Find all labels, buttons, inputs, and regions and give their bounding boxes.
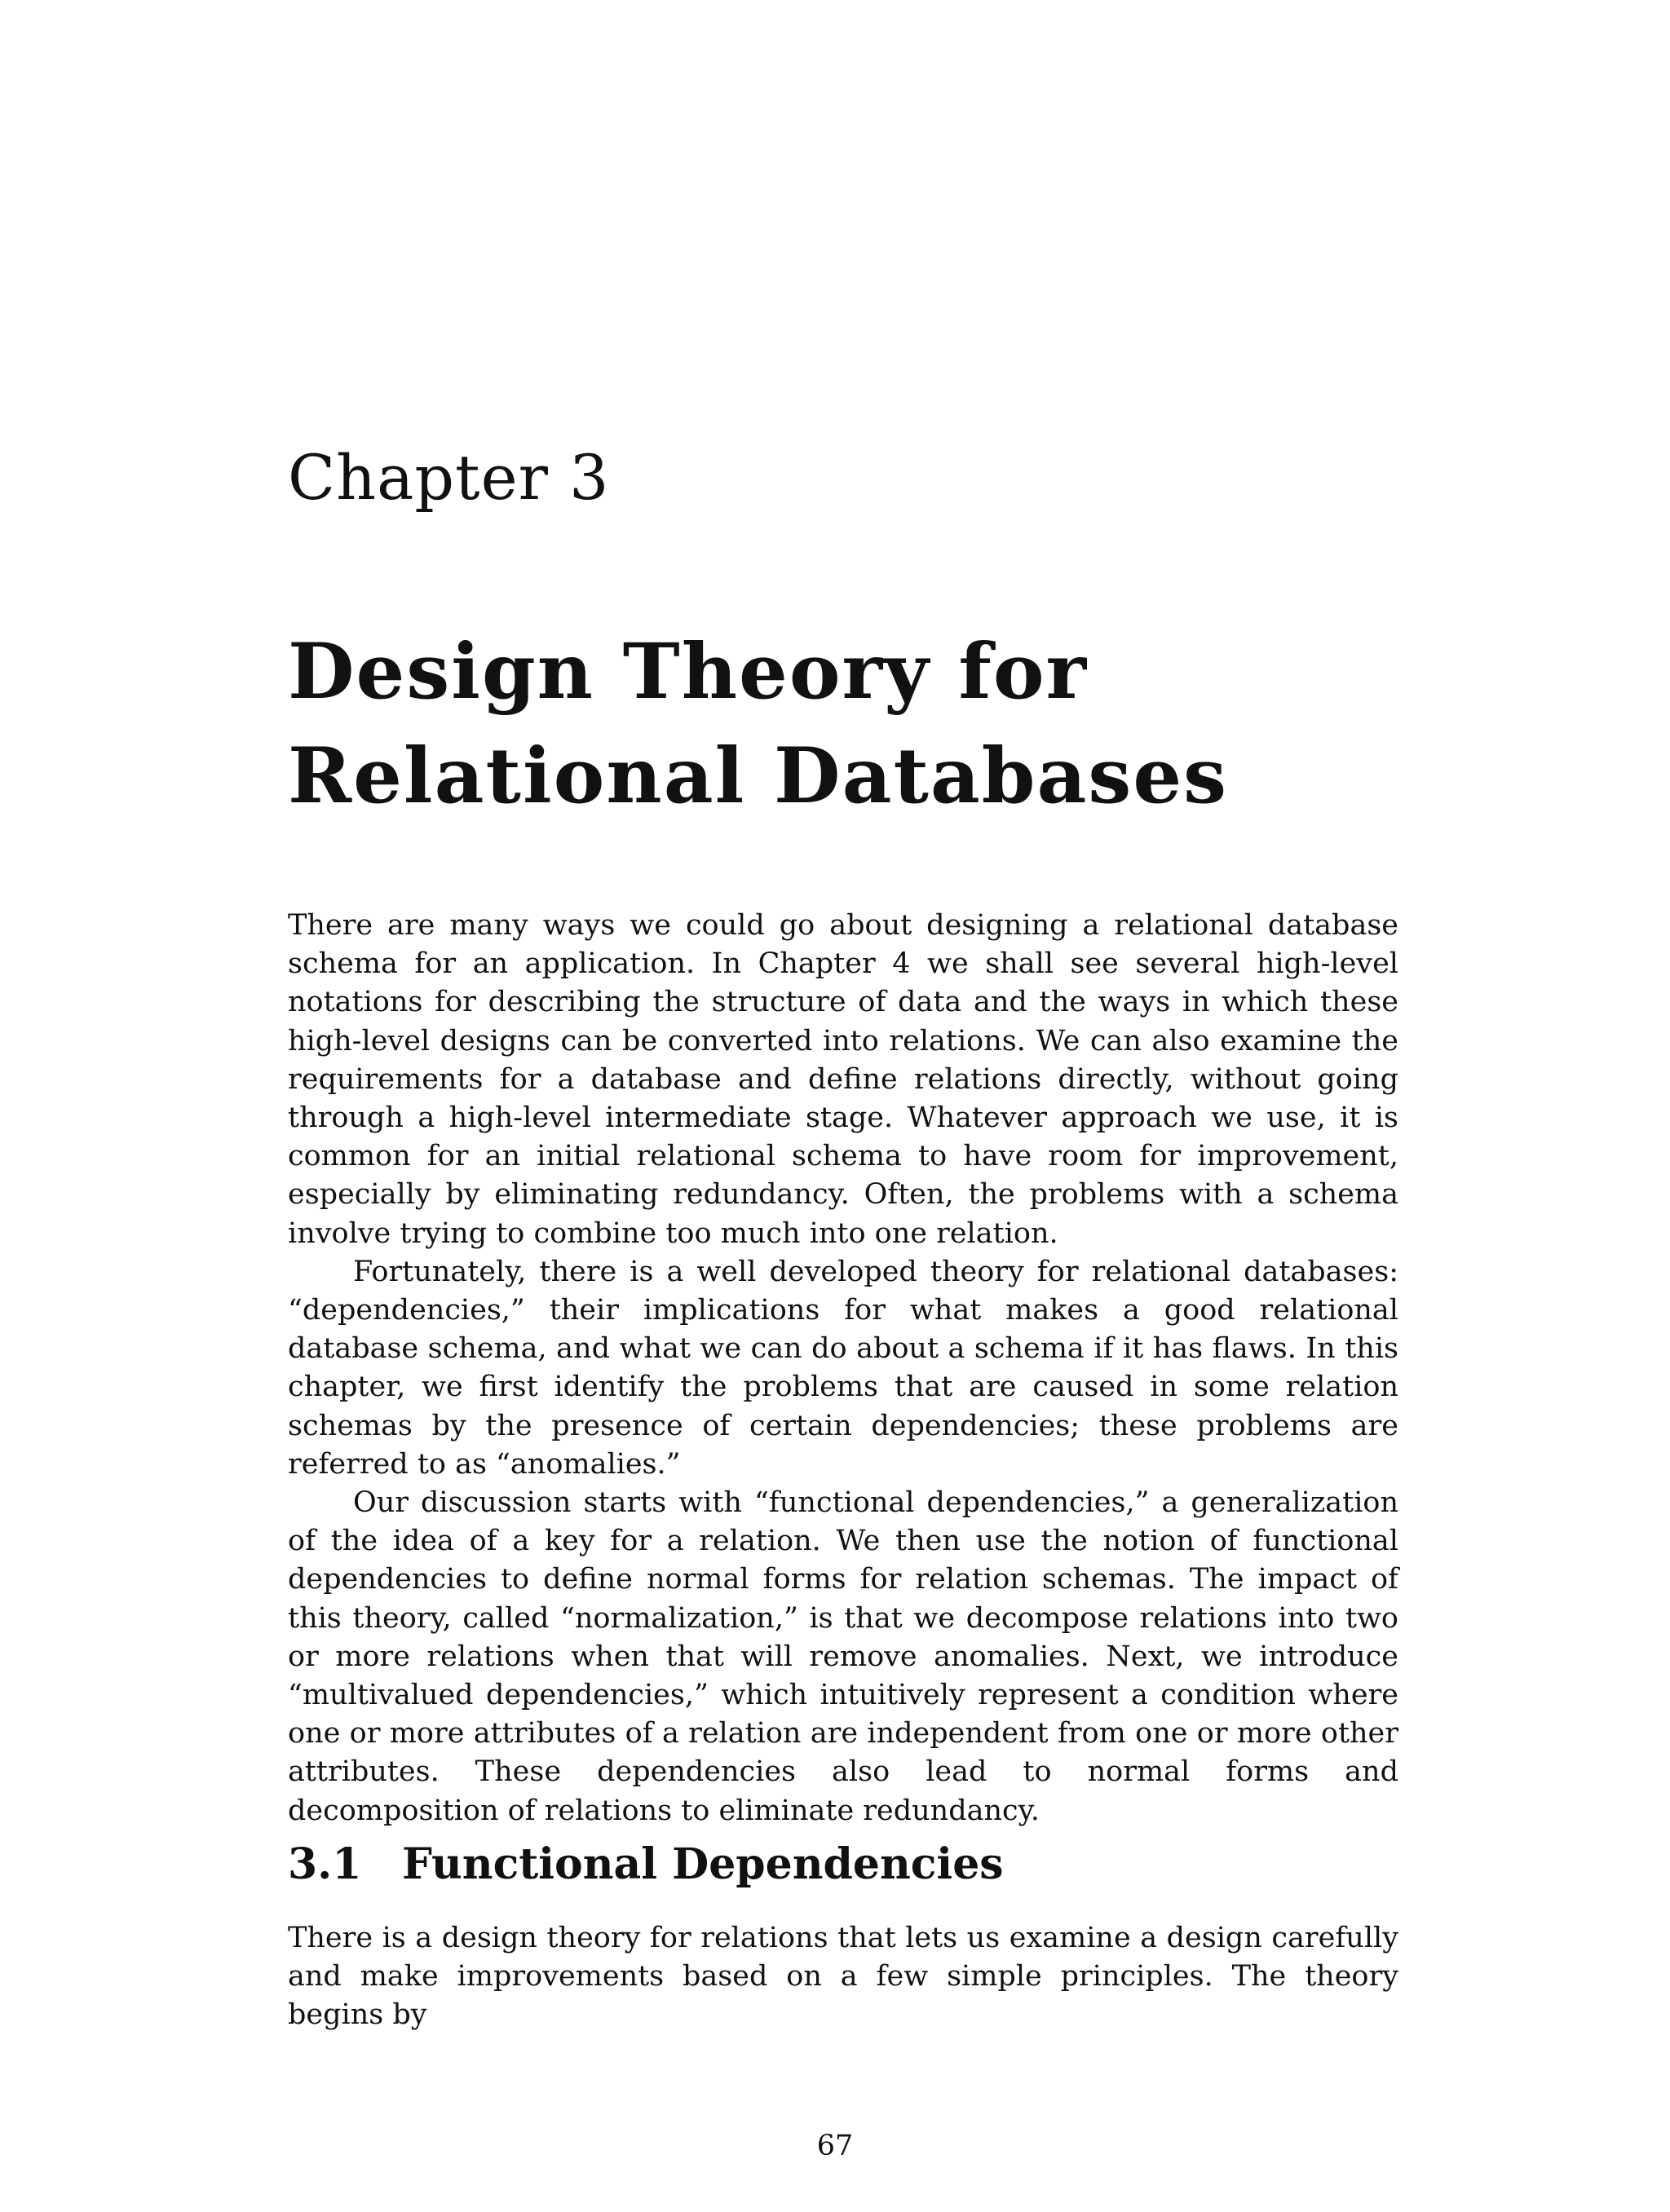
section-number: 3.1: [288, 1839, 362, 1889]
chapter-title-line-2: Relational Databases: [288, 731, 1229, 821]
chapter-introduction: [288, 907, 1398, 1830]
section-title: Functional Dependencies: [402, 1839, 1004, 1889]
chapter-label: Chapter 3: [288, 441, 610, 514]
chapter-title-line-1: Design Theory for: [288, 627, 1089, 717]
intro-paragraph-3: Our discussion starts with “functional dependencies,” a generalization of the idea of a key for a relation. We then use the notion of functional dependencies to define normal forms for relation schemas. The impact of this theory, called “normalization,” is that we decompose relations into two or more relations when that will remove anomalies. Next, we introduce “multivalued dependencies,” which intuitively represent a condition where one or more attributes of a relation are independent from one or more other attributes. These dependencies also lead to normal forms and decomposition of relations to eliminate redundancy.: [288, 1486, 1398, 1827]
section-body: [288, 1919, 1398, 2035]
section-paragraph: There is a design theory for relations that lets us examine a design carefully and make improvements based on a few simple principles. The theory begins by: [288, 1922, 1398, 2032]
section-heading: [288, 1839, 1004, 1890]
page-number: 67: [816, 2130, 854, 2162]
intro-paragraph-2: Fortunately, there is a well developed theory for relational databases: “dependencies,” their implications for what makes a good relational database schema, and what we can do about a schema if it has flaws. In this chapter, we first identify the problems that are caused in some relation schemas by the presence of certain dependencies; these problems are referred to as “anomalies.”: [288, 1255, 1398, 1481]
chapter-title: [288, 620, 1470, 828]
intro-paragraph-1: There are many ways we could go about designing a relational database schema for an application. In Chapter 4 we shall see several high-level notations for describing the structure of data and the ways in which these high-level designs can be converted into relations. We can also examine the requirements for a database and define relations directly, without going through a high-level intermediate stage. Whatever approach we use, it is common for an initial relational schema to have room for improvement, especially by eliminating redundancy. Often, the problems with a schema involve trying to combine too much into one relation.: [288, 909, 1398, 1250]
